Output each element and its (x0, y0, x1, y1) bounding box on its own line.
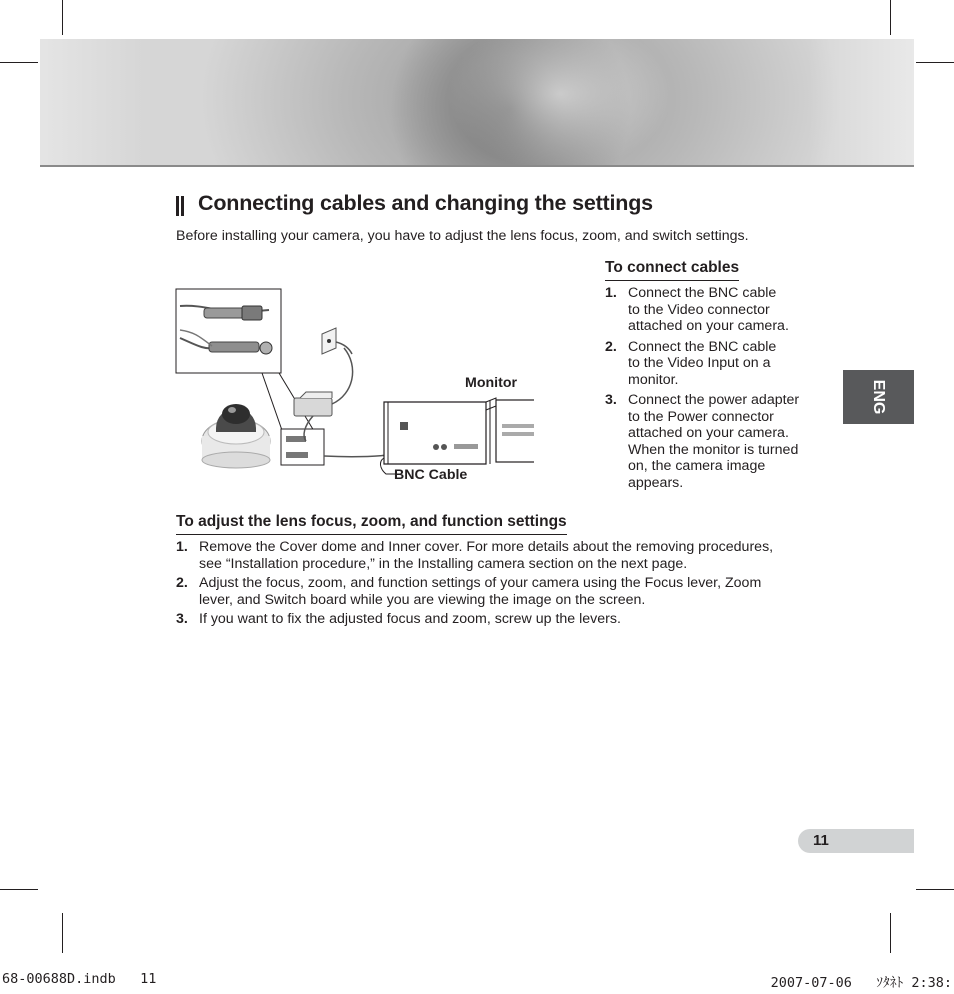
crop-mark (0, 889, 38, 890)
header-banner-highlight (40, 39, 914, 165)
step-text-line: Connect the BNC cable (628, 338, 777, 355)
connection-diagram (174, 286, 534, 486)
step-number: 3. (605, 392, 617, 408)
step-text-line: Adjust the focus, zoom, and function settings of your camera using the Focus lever, Zoom (199, 575, 762, 591)
crop-mark (916, 62, 954, 63)
step-item (605, 392, 835, 491)
monitor-label: Monitor (465, 375, 518, 391)
adjust-settings-steps (176, 539, 836, 631)
page-number: 11 (813, 832, 829, 849)
step-number: 2. (605, 338, 617, 355)
adjust-settings-heading: To adjust the lens focus, zoom, and function settings (176, 513, 567, 535)
print-slug-left: 68-00688D.indb 11 (2, 971, 157, 987)
step-text-line: appears. (628, 474, 684, 491)
step-text-line: Connect the BNC cable (628, 285, 777, 301)
step-text-line: see “Installation procedure,” in the Installing camera section on the next page. (199, 555, 688, 572)
step-item (605, 285, 835, 335)
connect-cables-steps (605, 285, 835, 495)
step-text-line: to the Power connector (628, 408, 774, 425)
crop-mark (890, 913, 891, 953)
step-item (176, 539, 836, 572)
step-text-line: to the Video Input on a (628, 355, 771, 371)
step-text-line: to the Video connector (628, 301, 770, 318)
step-number: 2. (176, 575, 188, 591)
step-number: 3. (176, 611, 188, 627)
step-item (176, 611, 836, 628)
step-text-line: lever, and Switch board while you are viewing the image on the screen. (199, 591, 646, 608)
crop-mark (62, 913, 63, 953)
step-item (605, 339, 835, 389)
print-slug-right: 2007-07-06 ｿﾀﾈﾄ 2:38: (770, 975, 952, 991)
step-text-line: attached on your camera. (628, 318, 789, 334)
title-marker (176, 196, 184, 216)
crop-mark (62, 0, 63, 35)
step-text-line: monitor. (628, 371, 679, 388)
step-text-line: on, the camera image (628, 458, 766, 474)
intro-text: Before installing your camera, you have to adjust the lens focus, zoom, and switch settings. (176, 228, 749, 244)
connect-cables-heading: To connect cables (605, 259, 739, 281)
page-title: Connecting cables and changing the settings (198, 191, 653, 215)
step-text-line: If you want to fix the adjusted focus and zoom, screw up the levers. (199, 611, 621, 627)
step-text-line: attached on your camera. (628, 425, 789, 441)
step-number: 1. (176, 539, 188, 555)
crop-mark (890, 0, 891, 35)
crop-mark (916, 889, 954, 890)
page-number-tab (798, 829, 914, 853)
step-text-line: Connect the power adapter (628, 392, 800, 408)
step-number: 1. (605, 285, 617, 301)
bnc-cable-label: BNC Cable (394, 467, 468, 483)
crop-mark (0, 62, 38, 63)
step-text-line: When the monitor is turned (628, 441, 799, 458)
step-item (176, 575, 836, 608)
language-tab (843, 370, 914, 424)
step-text-line: Remove the Cover dome and Inner cover. For more details about the removing procedures, (199, 539, 774, 555)
language-tab-label: ENG (870, 379, 887, 415)
